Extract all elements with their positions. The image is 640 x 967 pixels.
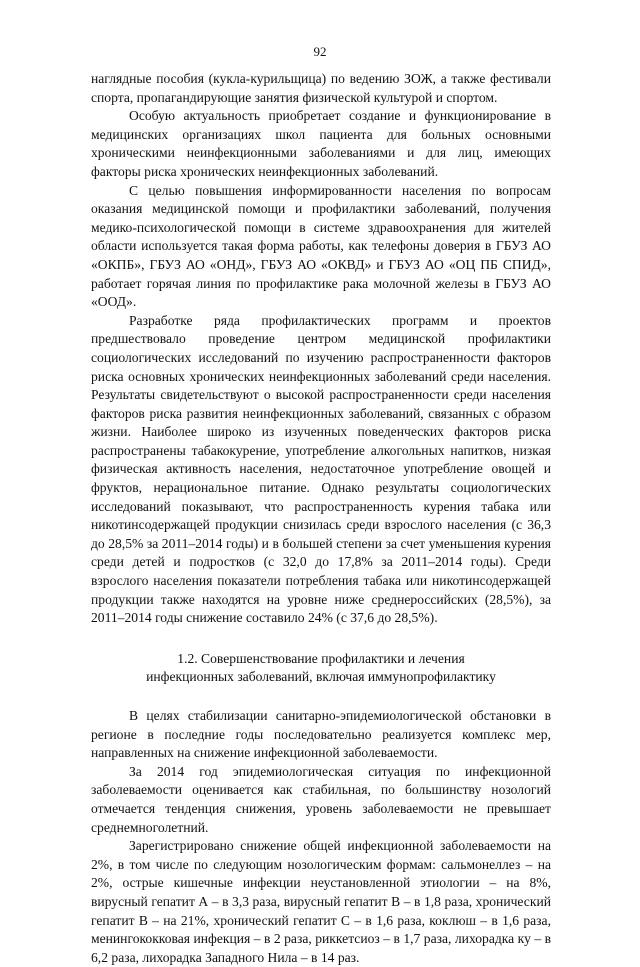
page-number: 92 xyxy=(313,44,327,59)
paragraph-7: Зарегистрировано снижение общей инфекционной заболеваемости на 2%, в том числе по следующим нозологическим формам: сальмонеллез – на 2%, острые кишечные инфекции неустановленной этиологии – на 8%, вирусный гепатит А – в 3,3 раза, вирусный гепатит В – в 1,8 раза, хронический гепатит В – на 21%, хронический гепатит С – в 1,6 раза, коклюш – в 1,6 раза, менингококковая инфекция – в 2 раза, риккетсиоз – в 1,7 раза, лихорадка ку – в 6,2 раза, лихорадка Западного Нила – в 14 раз. xyxy=(91,838,551,965)
section-heading-line-2: инфекционных заболеваний, включая иммунопрофилактику xyxy=(146,669,496,685)
paragraph-2: Особую актуальность приобретает создание и функционирование в медицинских организациях школ пациента для больных основными хроническими неинфекционными заболеваниями и для лиц, имеющих факторы риска хронических неинфекционных заболеваний. xyxy=(91,108,551,179)
paragraph-6: За 2014 год эпидемиологическая ситуация по инфекционной заболеваемости оценивается как стабильная, по большинству нозологий отмечается тенденция снижения, уровень заболеваемости не превышает среднемноголетний. xyxy=(91,763,551,835)
paragraph-4: Разработке ряда профилактических программ и проектов предшествовало проведение центром медицинской профилактики социологических исследований по изучению распространенности факторов риска основных хронических неинфекционных заболеваний среди населения. Результаты свидетельствуют о высокой распространенности среди населения факторов риска развития неинфекционных заболеваний, связанных с образом жизни. Наиболее широко из изученных поведенческих факторов риска распространены табакокурение, употребление алкогольных напитков, низкая физическая активность населения, недостаточное употребление овощей и фруктов, нерациональное питание. Однако результаты социологических исследований показывают, что распространенность курения табака или никотинсодержащей продукции снизилась среди взрослого населения (с 36,3 до 28,5% за 2011–2014 годы) и в большей степени за счет уменьшения курения среди детей и подростков (с 32,0 до 17,8% за 2011–2014 годы). Среди взрослого населения показатели потребления табака или никотинсодержащей продукции также находятся на уровне ниже среднероссийских (28,5%), за 2011–2014 годы снижение составило 24% (с 37,6 до 28,5%). xyxy=(91,312,551,626)
paragraph-1: наглядные пособия (кукла-курильщица) по ведению ЗОЖ, а также фестивали спорта, пропагандирующие занятия физической культурой и спортом. xyxy=(91,71,551,105)
page-body xyxy=(91,70,551,967)
section-heading-line-1: 1.2. Совершенствование профилактики и лечения xyxy=(177,650,465,666)
paragraph-5: В целях стабилизации санитарно-эпидемиологической обстановки в регионе в последние годы последовательно реализуется комплекс мер, направленных на снижение инфекционной заболеваемости. xyxy=(91,708,551,761)
section-heading xyxy=(91,650,551,687)
paragraph-3: С целью повышения информированности населения по вопросам оказания медицинской помощи и профилактики заболеваний, получения медико-психологической помощи в системе здравоохранения для жителей области используется такая форма работы, как телефоны доверия в ГБУЗ АО «ОКПБ», ГБУЗ АО «ОНД», ГБУЗ АО «ОКВД» и ГБУЗ АО «ОЦ ПБ СПИД», работает горячая линия по профилактике рака молочной железы в ГБУЗ АО «ООД». xyxy=(91,182,551,310)
